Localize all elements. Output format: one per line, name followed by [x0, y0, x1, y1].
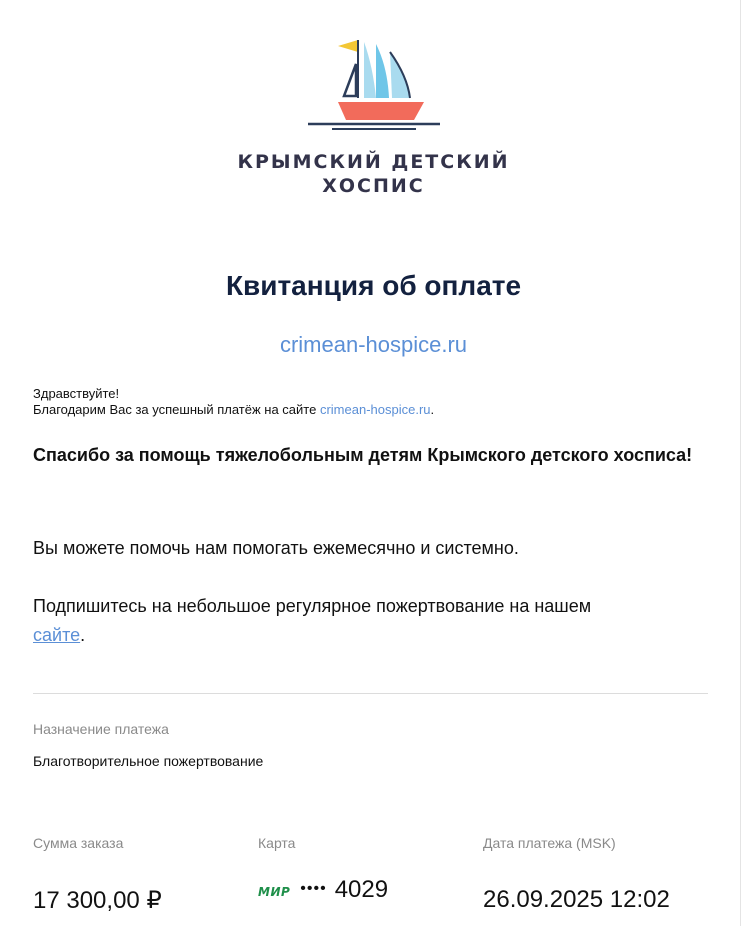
receipt-title: Квитанция об оплате: [225, 270, 522, 301]
amount-label: Сумма заказа: [33, 835, 124, 851]
greeting-thanks-text: Благодарим Вас за успешный платёж на сайте: [33, 402, 320, 417]
greeting-site-link[interactable]: crimean-hospice.ru: [319, 402, 431, 417]
greeting-thanks-suffix: .: [430, 402, 435, 417]
hospice-logo: [0, 38, 747, 198]
card-masked-dots: ••••: [300, 880, 327, 897]
card-label: Карта: [258, 835, 296, 851]
card-value: [258, 876, 388, 904]
mir-card-icon: МИР: [258, 885, 291, 899]
sailboat-logo-icon: [304, 38, 444, 130]
greeting-thanks: [33, 402, 713, 418]
subscribe-text-block: [33, 592, 633, 650]
thanks-message: Спасибо за помощь тяжелобольным детям Крымского детского хосписа!: [33, 445, 693, 465]
amount-value: 17 300,00 ₽: [33, 887, 162, 914]
logo-text-line1: КРЫМСКИЙ ДЕТСКИЙ: [237, 151, 510, 173]
date-value: 26.09.2025 12:02: [483, 886, 670, 913]
card-last4: 4029: [334, 876, 389, 903]
site-link[interactable]: crimean-hospice.ru: [279, 332, 468, 357]
logo-text-line2: ХОСПИС: [322, 175, 425, 197]
greeting-block: [33, 386, 713, 418]
purpose-value: Благотворительное пожертвование: [33, 753, 264, 769]
help-monthly-text: Вы можете помочь нам помогать ежемесячно и системно.: [33, 538, 519, 558]
subscribe-suffix: .: [80, 625, 86, 645]
subscribe-text: Подпишитесь на небольшое регулярное пожертвование на нашем: [33, 596, 592, 616]
subscribe-site-link[interactable]: сайте: [33, 625, 81, 645]
section-divider: [33, 693, 708, 694]
greeting-hello: Здравствуйте!: [33, 386, 120, 401]
purpose-label: Назначение платежа: [33, 721, 169, 737]
date-label: Дата платежа (MSK): [483, 835, 616, 851]
